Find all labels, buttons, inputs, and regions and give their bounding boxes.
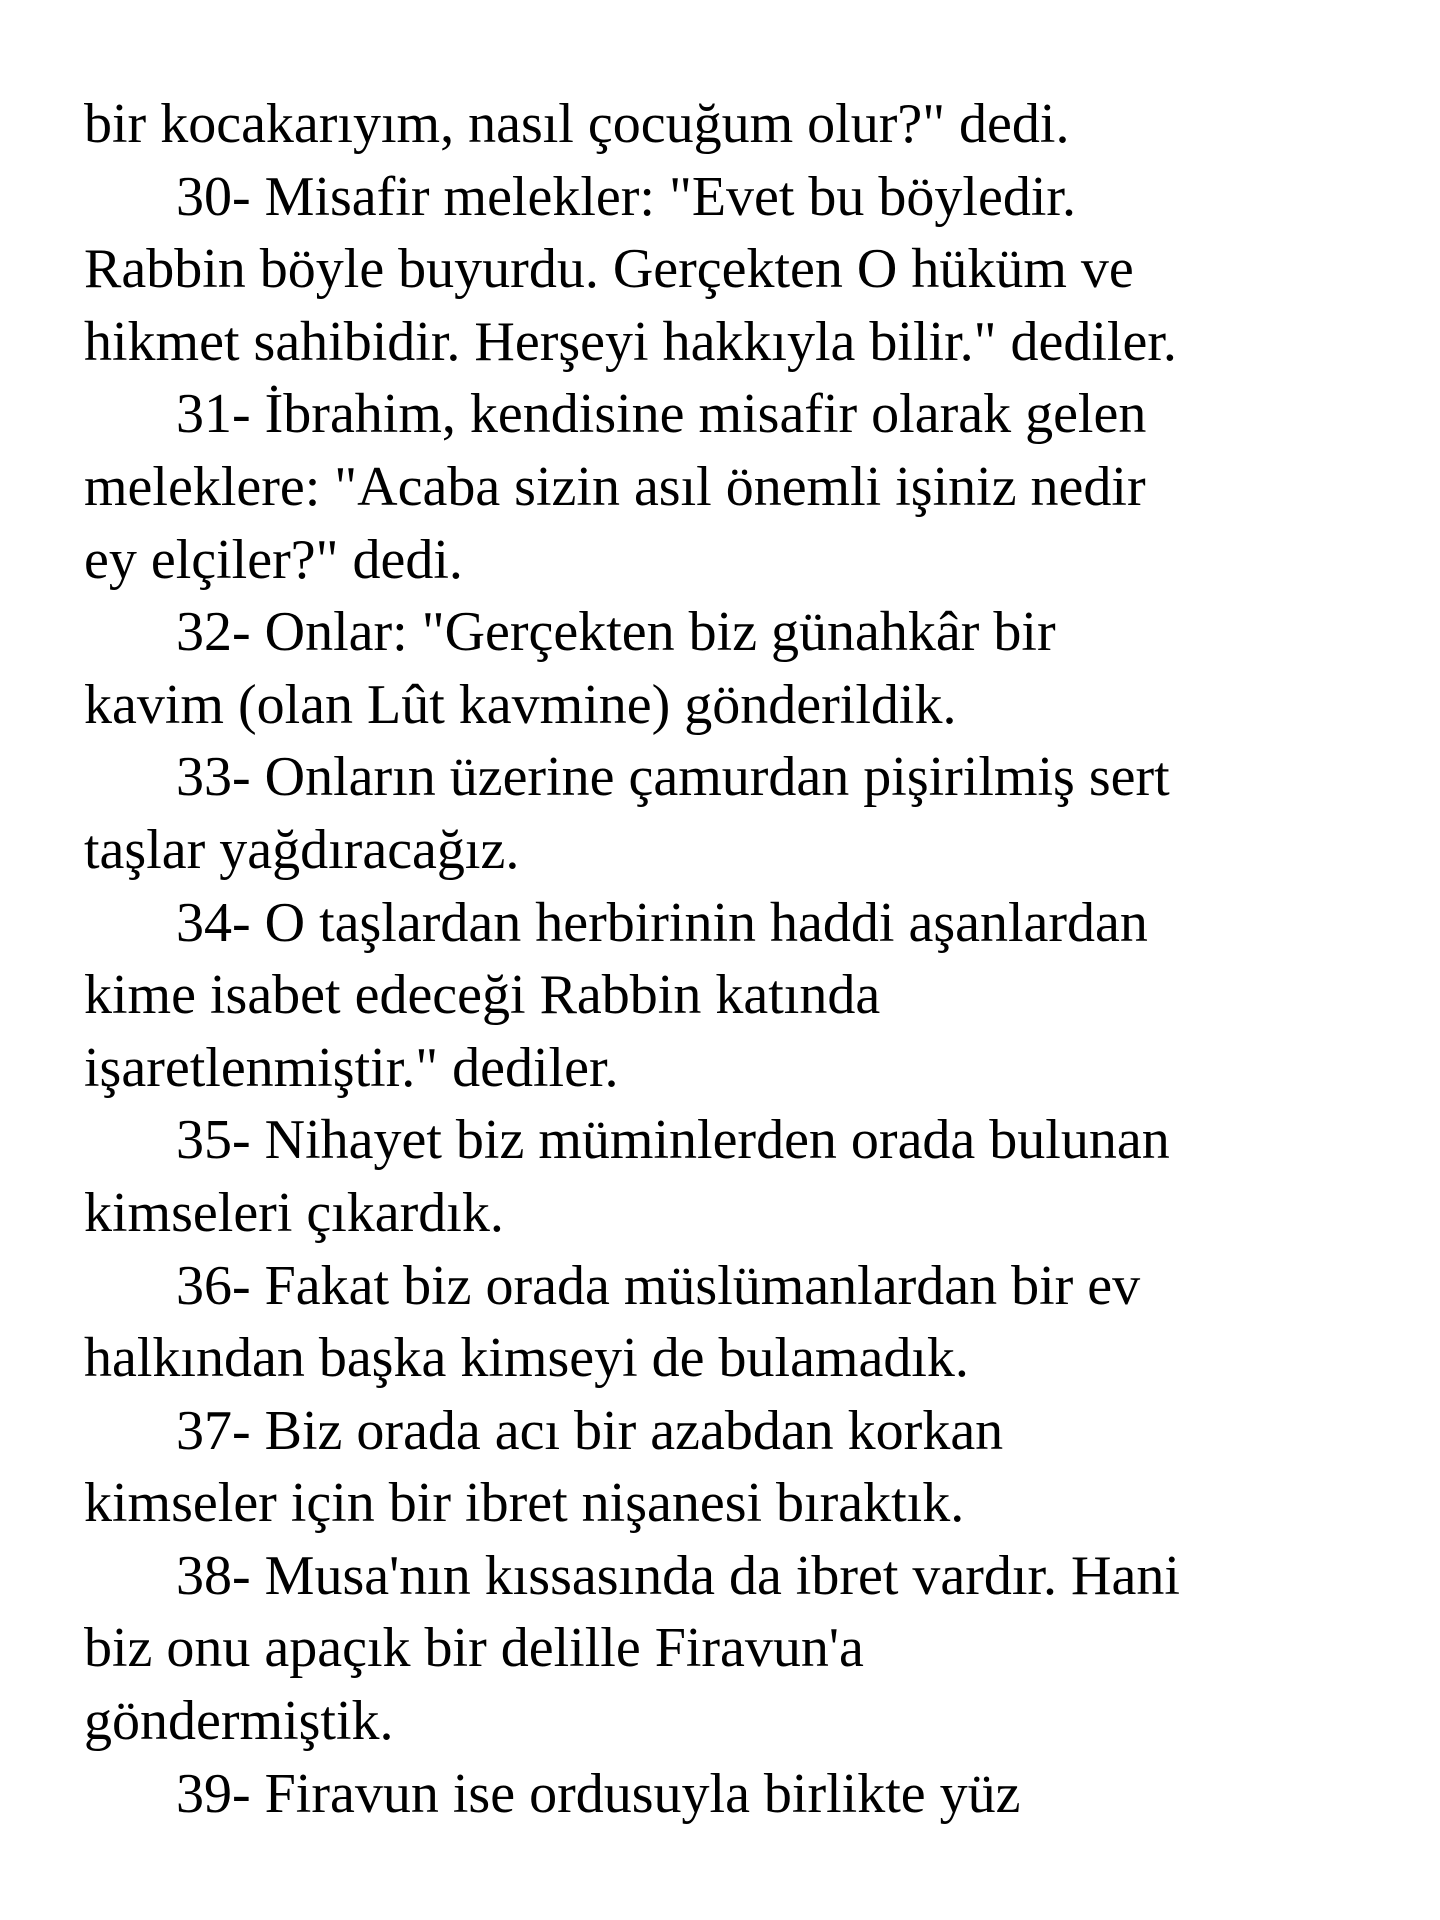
text-line: işaretlenmiştir." dediler.	[84, 1036, 619, 1099]
text-line: halkından başka kimseyi de bulamadık.	[84, 1327, 969, 1390]
document-body	[84, 88, 1384, 1830]
text-line: göndermiştik.	[84, 1690, 394, 1753]
text-line: ey elçiler?" dedi.	[84, 528, 463, 591]
text-line: Rabbin böyle buyurdu. Gerçekten O hüküm ve	[84, 238, 1134, 301]
verse-start-line: 35- Nihayet biz müminlerden orada bulunan	[176, 1109, 1170, 1172]
text-line: taşlar yağdıracağız.	[84, 818, 520, 881]
text-line: kimseleri çıkardık.	[84, 1181, 504, 1244]
text-line: meleklere: "Acaba sizin asıl önemli işiniz nedir	[84, 455, 1146, 518]
text-line: kavim (olan Lût kavmine) gönderildik.	[84, 673, 957, 736]
text-line: hikmet sahibidir. Herşeyi hakkıyla bilir." dediler.	[84, 310, 1177, 373]
text-line: biz onu apaçık bir delille Firavun'a	[84, 1617, 864, 1680]
verse-start-line: 36- Fakat biz orada müslümanlardan bir ev	[176, 1254, 1141, 1317]
verse-start-line: 32- Onlar: "Gerçekten biz günahkâr bir	[176, 601, 1056, 664]
text-line: kimseler için bir ibret nişanesi bıraktık.	[84, 1472, 965, 1535]
verse-start-line: 31- İbrahim, kendisine misafir olarak gelen	[176, 383, 1147, 446]
verse-start-line: 38- Musa'nın kıssasında da ibret vardır. Hani	[176, 1544, 1180, 1607]
verse-start-line: 33- Onların üzerine çamurdan pişirilmiş sert	[176, 746, 1170, 809]
verse-start-line: 30- Misafir melekler: "Evet bu böyledir.	[176, 165, 1076, 228]
text-line: kime isabet edeceği Rabbin katında	[84, 964, 881, 1027]
verse-start-line: 37- Biz orada acı bir azabdan korkan	[176, 1399, 1004, 1462]
verse-start-line: 34- O taşlardan herbirinin haddi aşanlardan	[176, 891, 1148, 954]
text-line: bir kocakarıyım, nasıl çocuğum olur?" dedi.	[84, 93, 1070, 155]
verse-start-line: 39- Firavun ise ordusuyla birlikte yüz	[176, 1762, 1021, 1825]
